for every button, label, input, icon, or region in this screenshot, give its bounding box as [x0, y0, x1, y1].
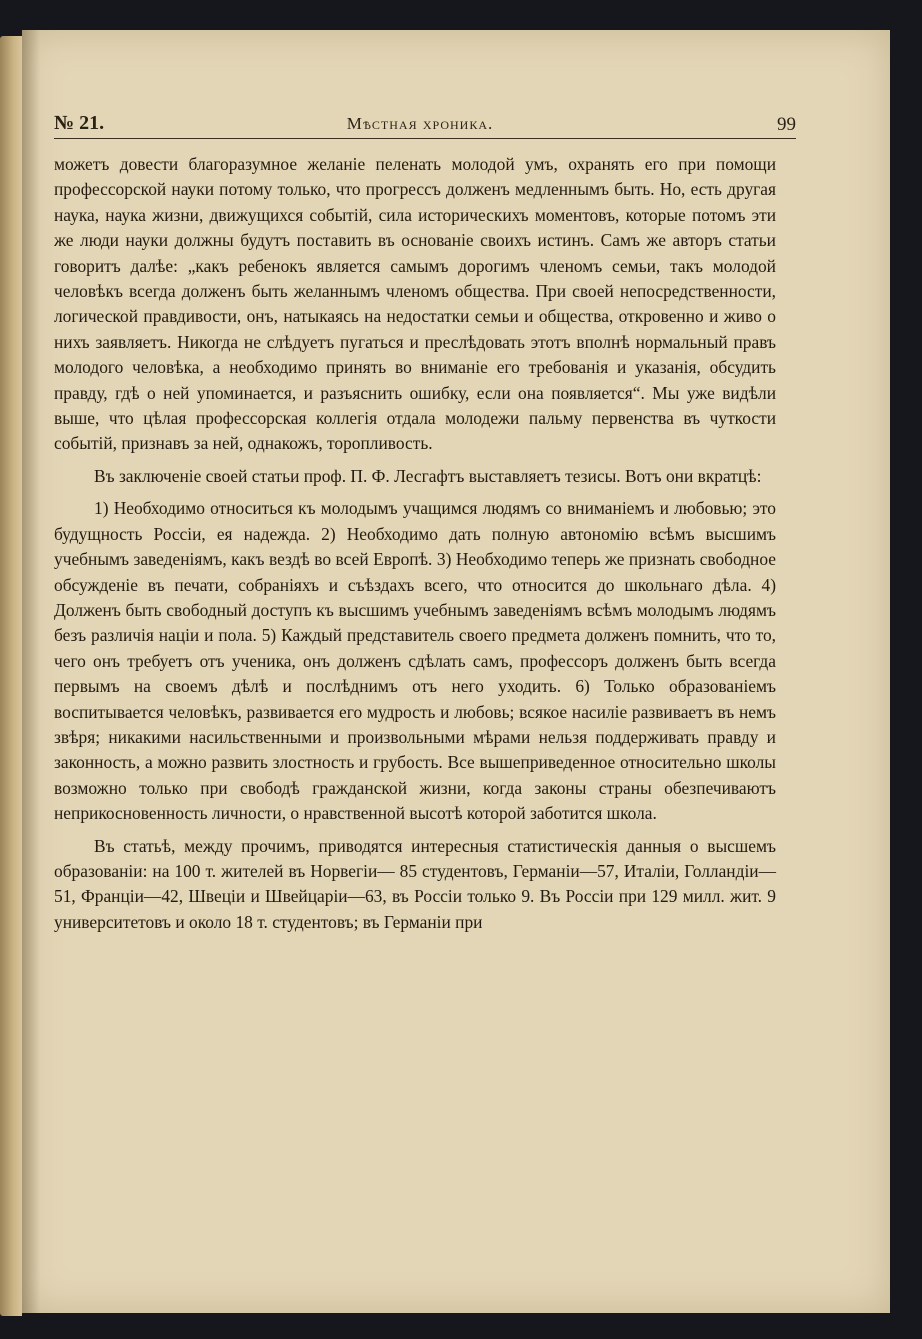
section-title: Мѣстная хроника.: [346, 114, 494, 133]
paragraph: Въ заключеніе своей статьи проф. П. Ф. Лесгафтъ выставляетъ тезисы. Вотъ они вкратцѣ:: [94, 465, 762, 486]
paragraph: можетъ довести благоразумное желаніе пеленать молодой умъ, охранять его при помощи профессорской науки потому только, что прогрессъ долженъ медленнымъ быть. Но, есть другая наука, наука жизни, движущихся событій, сила историческихъ моментовъ, которые потомъ эти же люди науки должны будутъ поставить въ основаніе своихъ истинъ. Самъ же авторъ статьи говоритъ далѣе: „какъ ребенокъ является самымъ дорогимъ членомъ семьи, такъ молодой человѣкъ всегда долженъ быть желаннымъ членомъ общества. При своей непосредственности, логической правдивости, онъ, натыкаясь на недостатки семьи и общества, откровенно и живо о нихъ заявляетъ. Никогда не слѣдуетъ пугаться и преслѣдовать этотъ вполнѣ нормальный правъ молодого человѣка, а необходимо принять во вниманіе его требованія и указанія, обсудить правду, гдѣ о ней упоминается, и разъяснить ошибку, если она появляется“. Мы уже видѣли выше, что цѣлая профессорская коллегія отдала молодежи пальму первенства въ чуткости событій, признавъ за ней, однакожъ, торопливость.: [54, 154, 776, 454]
header-rule: [54, 138, 796, 139]
article-body: [54, 152, 776, 935]
previous-page-edge: [0, 36, 22, 1316]
issue-number: № 21.: [54, 112, 105, 134]
paragraph: 1) Необходимо относиться къ молодымъ учащимся людямъ со вниманіемъ и любовью; это будущность Россіи, ея надежда. 2) Необходимо дать полную автономію всѣмъ высшимъ учебнымъ заведеніямъ, какъ вездѣ во всей Европѣ. 3) Необходимо теперь же признать свободное обсужденіе въ печати, собраніяхъ и съѣздахъ всего, что относится до школьнаго дѣла. 4) Долженъ быть свободный доступъ къ высшимъ учебнымъ заведеніямъ всѣмъ молодымъ людямъ безъ различія націи и пола. 5) Каждый представитель своего предмета долженъ помнить, что то, чего онъ требуетъ отъ ученика, онъ долженъ сдѣлать самъ, профессоръ долженъ быть всегда первымъ на своемъ дѣлѣ и послѣднимъ отъ него уходить. 6) Только образованіемъ воспитывается человѣкъ, развивается его мудрость и любовь; всякое насиліе развиваетъ въ немъ звѣря; никакими насильственными и произвольными мѣрами нельзя поддерживать правду и законность, а можно развить злостность и грубость. Все вышеприведенное относительно школы возможно только при свободѣ гражданской жизни, когда законы страны обезпечиваютъ неприкосновенность личности, о нравственной высотѣ которой заботится школа.: [54, 498, 776, 824]
book-page: [22, 30, 890, 1313]
page-number: 99: [777, 114, 796, 135]
paragraph: Въ статьѣ, между прочимъ, приводятся интересныя статистическія данныя о высшемъ образованіи: на 100 т. жителей въ Норвегіи— 85 студентовъ, Германіи—57, Италіи, Голландіи—51, Франціи—42, Швеціи и Швейцаріи—63, въ Россіи только 9. Въ Россіи при 129 милл. жит. 9 университетовъ и около 18 т. студентовъ; въ Германіи при: [54, 835, 776, 932]
spine-shadow: [22, 30, 40, 1313]
